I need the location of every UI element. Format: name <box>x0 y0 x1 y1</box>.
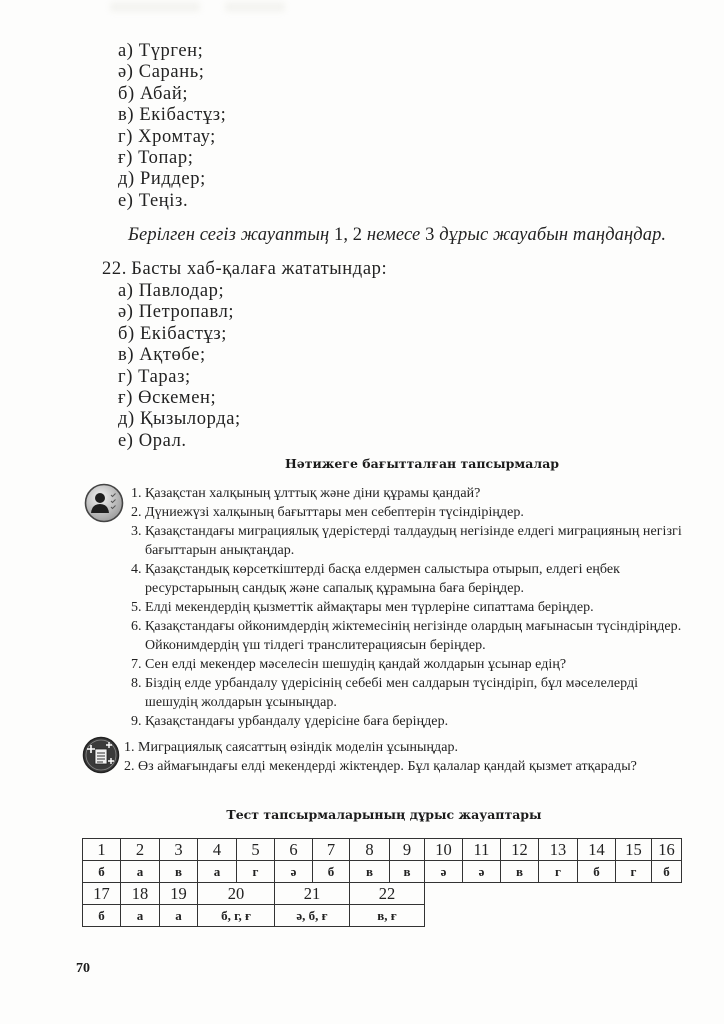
question-number-cell: 16 <box>652 839 682 861</box>
task-number: 8. <box>131 676 142 691</box>
option-item: в) Екібастұз; <box>118 105 227 126</box>
answer-cell: б <box>652 861 682 883</box>
question-number-cell: 21 <box>275 883 350 905</box>
question-21-options <box>118 41 226 212</box>
table-row-answers <box>83 905 682 927</box>
person-checklist-icon <box>84 483 124 523</box>
task-number: 2. <box>124 759 135 774</box>
task-number: 1. <box>124 740 135 755</box>
answer-cell: а <box>198 861 237 883</box>
option-item: е) Теңіз. <box>118 190 189 211</box>
option-item: д) Риддер; <box>118 169 206 190</box>
task-text: Қазақстандағы урбандалу үдерісіне баға беріңдер. <box>145 714 449 729</box>
table-row-answers <box>83 861 682 883</box>
answer-cell: г <box>237 861 275 883</box>
task-number: 6. <box>131 619 142 634</box>
task-item <box>131 522 691 560</box>
task-number: 3. <box>131 524 142 539</box>
task-item <box>131 484 691 503</box>
table-row-numbers <box>83 839 682 861</box>
question-number-cell: 10 <box>425 839 463 861</box>
results-task-list <box>131 484 691 731</box>
question-22-options <box>118 281 241 452</box>
question-number-cell: 6 <box>275 839 313 861</box>
task-number: 4. <box>131 562 142 577</box>
task-text: Қазақстан халқының ұлттық және діни құрамы қандай? <box>145 486 481 501</box>
question-number-cell: 7 <box>313 839 350 861</box>
question-number-cell: 2 <box>121 839 160 861</box>
question-number-cell: 1 <box>83 839 121 861</box>
instruction-part: Берілген сегіз жауаптың <box>128 225 330 245</box>
table-row-numbers <box>83 883 682 905</box>
question-22 <box>102 259 387 280</box>
document-sparkle-icon <box>82 736 120 774</box>
task-text: Біздің елде урбандалу үдерісінің себебі мен салдарын түсіндіріп, бұл мәселелерді шешудің жолдарын ұсыныңдар. <box>145 676 639 710</box>
answer-cell: б, г, ғ <box>198 905 275 927</box>
task-item <box>131 503 691 522</box>
option-item: в) Ақтөбе; <box>118 345 206 366</box>
option-item: е) Орал. <box>118 430 187 451</box>
task-text: Сен елді мекендер мәселесін шешудің қандай жолдарын ұсынар едің? <box>145 657 567 672</box>
option-item: г) Тараз; <box>118 366 191 387</box>
question-number-cell: 5 <box>237 839 275 861</box>
task-text: Миграциялық саясаттың өзіндік моделін ұсыныңдар. <box>138 740 459 755</box>
task-text: Өз аймағындағы елді мекендерді жіктеңдер. Бұл қалалар қандай қызмет атқарады? <box>138 759 637 774</box>
question-number-cell: 17 <box>83 883 121 905</box>
answer-cell: а <box>160 905 198 927</box>
question-number-cell: 20 <box>198 883 275 905</box>
instruction-part: дұрыс жауабын таңдаңдар. <box>439 225 667 245</box>
option-item: а) Павлодар; <box>118 281 225 301</box>
question-number-cell: 12 <box>501 839 539 861</box>
answer-cell: ә, б, ғ <box>275 905 350 927</box>
answer-cell: б <box>578 861 616 883</box>
task-number: 1. <box>131 486 142 501</box>
instruction-text <box>128 225 666 246</box>
option-item: ә) Сарань; <box>118 62 205 83</box>
answer-cell: г <box>616 861 652 883</box>
question-number: 22. <box>102 259 127 279</box>
question-number-cell: 8 <box>350 839 390 861</box>
question-number-cell: 3 <box>160 839 198 861</box>
scan-artifact <box>110 2 200 12</box>
answer-cell: а <box>121 861 160 883</box>
task-text: Қазақстандық көрсеткіштерді басқа елдермен салыстыра отырып, елдегі еңбек ресурстарының сандық және сапалық құрамына баға беріңдер. <box>145 562 621 596</box>
answer-cell: б <box>83 861 121 883</box>
answer-cell: ә <box>275 861 313 883</box>
task-item <box>131 712 691 731</box>
section-heading-answers: Тест тапсырмаларының дұрыс жауаптары <box>226 807 542 822</box>
option-item: ғ) Өскемен; <box>118 388 217 409</box>
task-number: 5. <box>131 600 142 615</box>
task-text: Елді мекендердің қызметтік аймақтары мен түрлеріне сипаттама беріңдер. <box>145 600 594 615</box>
answer-cell: б <box>313 861 350 883</box>
answer-cell: ә <box>463 861 501 883</box>
question-number-cell: 18 <box>121 883 160 905</box>
answers-table <box>82 838 682 927</box>
answer-cell: г <box>539 861 578 883</box>
question-number-cell: 4 <box>198 839 237 861</box>
option-item: а) Түрген; <box>118 41 204 61</box>
question-number-cell: 14 <box>578 839 616 861</box>
answer-cell: в <box>501 861 539 883</box>
answer-cell: в <box>390 861 425 883</box>
task-text: Дүниежүзі халқының бағыттары мен себептерін түсіндіріңдер. <box>145 505 524 520</box>
task-item <box>124 757 699 776</box>
instruction-part: немесе <box>366 225 421 245</box>
question-number-cell: 9 <box>390 839 425 861</box>
task-item <box>131 598 691 617</box>
question-text: Басты хаб-қалаға жататындар: <box>131 259 388 279</box>
answer-cell: б <box>83 905 121 927</box>
option-item: ғ) Топар; <box>118 148 194 169</box>
page-number: 70 <box>76 961 90 976</box>
task-number: 7. <box>131 657 142 672</box>
answer-cell: в, ғ <box>350 905 425 927</box>
instruction-number: 1, 2 <box>333 225 363 245</box>
answer-cell: а <box>121 905 160 927</box>
question-number-cell: 15 <box>616 839 652 861</box>
option-item: ә) Петропавл; <box>118 302 235 323</box>
option-item: д) Қызылорда; <box>118 409 241 430</box>
option-item: г) Хромтау; <box>118 126 216 147</box>
answer-cell: в <box>350 861 390 883</box>
creative-task-list <box>124 738 699 776</box>
question-number-cell: 22 <box>350 883 425 905</box>
section-heading-results: Нәтижеге бағытталған тапсырмалар <box>284 456 560 471</box>
instruction-number: 3 <box>425 225 435 245</box>
question-number-cell: 19 <box>160 883 198 905</box>
task-item <box>131 674 691 712</box>
task-item <box>131 655 691 674</box>
option-item: б) Абай; <box>118 83 189 104</box>
scan-artifact <box>225 2 285 12</box>
answer-cell: в <box>160 861 198 883</box>
task-number: 2. <box>131 505 142 520</box>
task-item <box>131 560 691 598</box>
task-text: Қазақстандағы миграциялық үдерістерді талдаудың негізінде елдегі миграцияның негізгі бағыттарын анықтаңдар. <box>145 524 682 558</box>
option-item: б) Екібастұз; <box>118 323 228 344</box>
task-number: 9. <box>131 714 142 729</box>
answer-cell: ә <box>425 861 463 883</box>
empty-cell <box>425 883 682 905</box>
task-item <box>131 617 691 655</box>
question-number-cell: 11 <box>463 839 501 861</box>
question-number-cell: 13 <box>539 839 578 861</box>
task-item <box>124 738 699 757</box>
task-text: Қазақстандағы ойконимдердің жіктемесінің негізінде олардың мағынасын түсіндіріңдер. Ойконимдердің үш тілдегі транслитерациясын беріңдер. <box>145 619 682 653</box>
empty-cell <box>425 905 682 927</box>
